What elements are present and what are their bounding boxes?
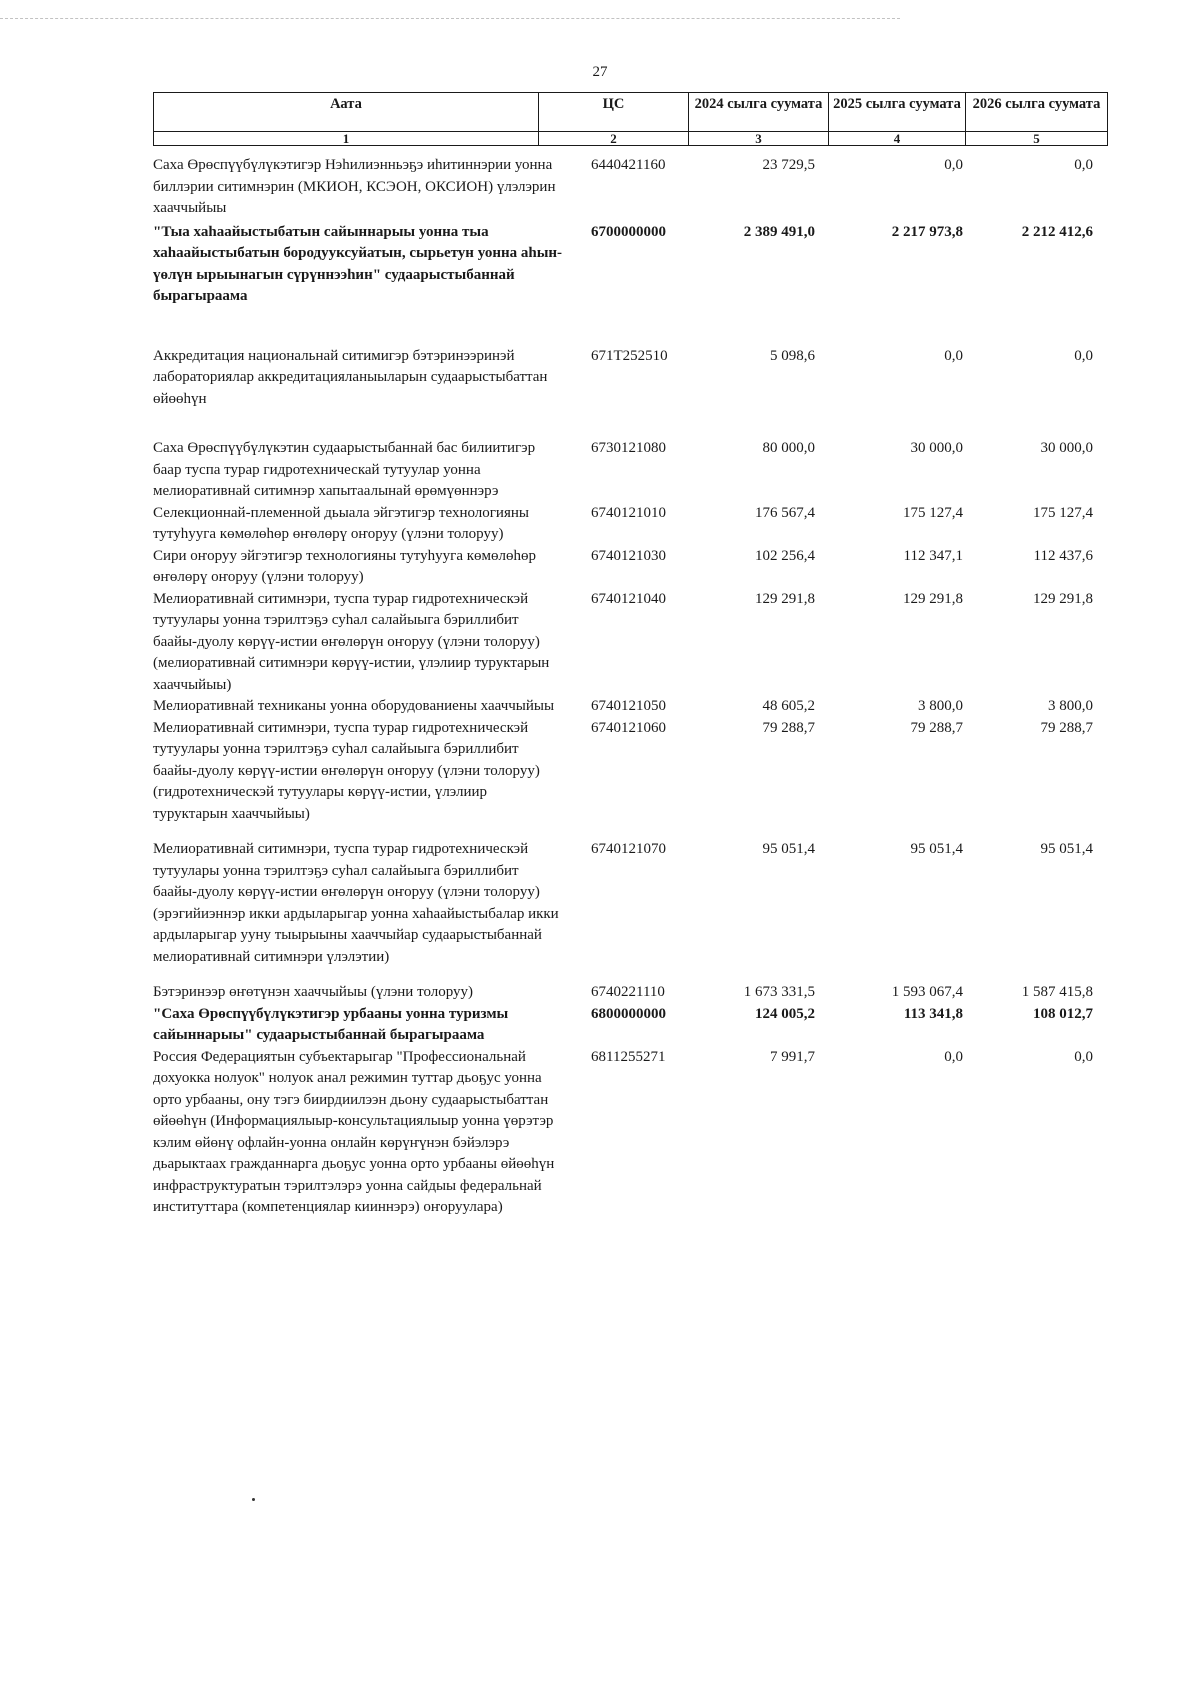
row-name: Мелиоративнай ситимнэри, туспа турар гидротехническэй тутуулары уонна тэрилтэҕэ суһал салайыыга бэриллибит баайы-дуолу көрүү-истии өҥөлөрүн оҥоруу (үлэни толоруу) (мелиоративнай ситимнэри көрүү-истии, үлэлиир туруктарын хааччыйыы) bbox=[153, 590, 550, 693]
table-header bbox=[153, 92, 1108, 146]
table-row bbox=[153, 438, 1113, 503]
row-value-2026: 112 437,6 bbox=[1033, 547, 1093, 564]
row-value-2025: 175 127,4 bbox=[903, 504, 963, 521]
table-row bbox=[153, 222, 1113, 308]
row-value-2026: 175 127,4 bbox=[1033, 504, 1093, 521]
row-code: 671T252510 bbox=[591, 347, 668, 364]
row-value-2024: 7 991,7 bbox=[770, 1048, 815, 1065]
row-value-2025: 0,0 bbox=[944, 347, 963, 364]
table-row bbox=[153, 1047, 1113, 1219]
table-row bbox=[153, 1004, 1113, 1047]
row-value-2024: 1 673 331,5 bbox=[743, 984, 815, 1000]
row-value-2025: 79 288,7 bbox=[910, 719, 963, 736]
scan-speck bbox=[252, 1498, 255, 1501]
row-value-2025: 1 593 067,4 bbox=[891, 984, 963, 1000]
header-2025: 2025 сылга суумата bbox=[829, 93, 966, 132]
row-value-2025: 30 000,0 bbox=[910, 440, 963, 456]
scan-artifact-line bbox=[0, 18, 900, 20]
table-row bbox=[153, 546, 1113, 589]
row-value-2024: 176 567,4 bbox=[755, 504, 815, 521]
row-name: Сири оҥоруу эйгэтигэр технологияны тутуһууга көмөлөһөр өҥөлөрү оҥоруу (үлэни толоруу) bbox=[153, 547, 536, 585]
row-name: Аккредитация национальнай ситимигэр бэтэринээринэй лабораториялар аккредитацияланыыларын судаарыстыбаттан өйөөһүн bbox=[153, 347, 548, 407]
row-name: Мелиоративнай техниканы уонна оборудованиены хааччыйыы bbox=[153, 698, 555, 714]
row-value-2024: 5 098,6 bbox=[770, 347, 815, 364]
header-num-1: 1 bbox=[154, 132, 539, 146]
row-value-2025: 95 051,4 bbox=[910, 841, 963, 857]
header-num-4: 4 bbox=[829, 132, 966, 146]
row-name: Селекционнай-племенной дьыала эйгэтигэр технологияны тутуһууга көмөлөһөр өҥөлөрү оҥоруу (үлэни толоруу) bbox=[153, 504, 529, 542]
table-row bbox=[153, 982, 1113, 1004]
table-row bbox=[153, 589, 1113, 697]
row-value-2026: 79 288,7 bbox=[1040, 719, 1093, 736]
row-value-2025: 112 347,1 bbox=[903, 547, 963, 564]
row-value-2024: 79 288,7 bbox=[762, 719, 815, 736]
row-value-2024: 124 005,2 bbox=[755, 1005, 815, 1022]
row-name: Мелиоративнай ситимнэри, туспа турар гидротехническэй тутуулары уонна тэрилтэҕэ суһал салайыыга бэриллибит баайы-дуолу көрүү-истии өҥөлөрүн оҥоруу (үлэни толоруу)(эрэгийиэннэр икки ардыларыгар уонна хаһаайыстыбалар икки ардыларыгар ууну тыырыыны хааччыйар судаарыстыбаннай мелиоративнай ситимнэри үлэлэтии) bbox=[153, 841, 559, 965]
row-name: Бэтэринээр өҥөтүнэн хааччыйыы (үлэни толоруу) bbox=[153, 984, 474, 1000]
row-value-2024: 23 729,5 bbox=[762, 157, 815, 173]
row-name: "Тыа хаһаайыстыбатын сайыннарыы уонна тыа хаһаайыстыбатын бородууксуйатын, сырьетун уонна аһын-үөлүн ырыынагын сүрүннээһин" судаарыстыбаннай бырагыраама bbox=[153, 223, 563, 304]
row-value-2026: 0,0 bbox=[1074, 347, 1093, 364]
row-code: 6800000000 bbox=[591, 1005, 666, 1022]
header-code: ЦС bbox=[539, 93, 689, 132]
header-num-2: 2 bbox=[539, 132, 689, 146]
header-num-3: 3 bbox=[689, 132, 829, 146]
row-value-2026: 129 291,8 bbox=[1033, 590, 1093, 607]
row-name: Мелиоративнай ситимнэри, туспа турар гидротехническэй тутуулары уонна тэрилтэҕэ суһал салайыыга бэриллибит баайы-дуолу көрүү-истии өҥөлөрүн оҥоруу (үлэни толоруу) (гидротехническэй тутуулары көрүү-истии, үлэлиир туруктарын хааччыйыы) bbox=[153, 719, 540, 822]
row-value-2026: 30 000,0 bbox=[1040, 440, 1093, 456]
row-value-2026: 1 587 415,8 bbox=[1021, 984, 1093, 1000]
table-row bbox=[153, 503, 1113, 546]
row-value-2026: 3 800,0 bbox=[1048, 698, 1093, 714]
row-value-2024: 129 291,8 bbox=[755, 590, 815, 607]
row-code: 6440421160 bbox=[591, 157, 666, 173]
row-value-2025: 0,0 bbox=[944, 157, 963, 173]
row-value-2025: 113 341,8 bbox=[903, 1005, 963, 1022]
row-code: 6740121040 bbox=[591, 590, 666, 607]
row-value-2026: 95 051,4 bbox=[1040, 841, 1093, 857]
table-row bbox=[153, 696, 1113, 718]
row-value-2025: 3 800,0 bbox=[918, 698, 963, 714]
row-code: 6740121060 bbox=[591, 719, 666, 736]
row-value-2025: 2 217 973,8 bbox=[891, 223, 963, 240]
header-name: Аата bbox=[154, 93, 539, 132]
row-value-2024: 2 389 491,0 bbox=[743, 223, 815, 240]
table-row bbox=[153, 839, 1113, 968]
row-code: 6740121070 bbox=[591, 841, 666, 857]
table-row bbox=[153, 155, 1113, 220]
page-number: 27 bbox=[592, 64, 608, 80]
row-name: Саха Өрөспүүбүлүкэтин судаарыстыбаннай бас билиитигэр баар туспа турар гидротехническай тутуулар уонна мелиоративнай ситимнэр хапытаалынай өрөмүөннэрэ bbox=[153, 440, 536, 499]
row-code: 6740221110 bbox=[591, 984, 665, 1000]
row-value-2024: 102 256,4 bbox=[755, 547, 815, 564]
table-row bbox=[153, 718, 1113, 826]
table-body bbox=[153, 155, 1113, 1219]
row-value-2026: 0,0 bbox=[1074, 1048, 1093, 1065]
row-code: 6740121030 bbox=[591, 547, 666, 564]
row-name: Россия Федерациятын субъектарыгар "Профессиональнай дохуокка нолуок" нолуок анал режимин туттар дьоҕус уонна орто урбааны, ону тэгэ биирдиилээн дьону судаарыстыбаттан өйөөһүн (Информациялыыр-консультациялыыр уонна үөрэтэр кэлим өйөнү офлайн-уонна онлайн көрүҥүнэн бэйэлэрэ дьарыктаах гражданнарга дьоҕус уонна орто урбааны өйөөһүн инфраструктуратын тэрилтэлэрэ уонна сайдыы федеральнай институттара (компетенциялар кииннэрэ) оҥоруулара) bbox=[153, 1048, 555, 1215]
row-value-2024: 48 605,2 bbox=[762, 698, 815, 714]
row-code: 6740121010 bbox=[591, 504, 666, 521]
row-code: 6730121080 bbox=[591, 440, 666, 456]
row-value-2026: 0,0 bbox=[1074, 157, 1093, 173]
row-name: Саха Өрөспүүбүлүкэтигэр Нэһилиэнньэҕэ иһитиннэрии уонна биллэрии ситимнэрин (МКИОН, КСЭОН, ОКСИОН) үлэлэрин хааччыйыы bbox=[153, 157, 556, 216]
row-value-2024: 80 000,0 bbox=[762, 440, 815, 456]
row-code: 6700000000 bbox=[591, 223, 666, 240]
row-value-2026: 108 012,7 bbox=[1033, 1005, 1093, 1022]
row-value-2025: 0,0 bbox=[944, 1048, 963, 1065]
header-2024: 2024 сылга суумата bbox=[689, 93, 829, 132]
row-value-2024: 95 051,4 bbox=[762, 841, 815, 857]
row-name: "Саха Өрөспүүбүлүкэтигэр урбааны уонна туризмы сайыннарыы" судаарыстыбаннай бырагыраама bbox=[153, 1005, 509, 1043]
row-code: 6811255271 bbox=[591, 1048, 666, 1065]
row-value-2026: 2 212 412,6 bbox=[1021, 223, 1093, 240]
row-value-2025: 129 291,8 bbox=[903, 590, 963, 607]
header-num-5: 5 bbox=[966, 132, 1108, 146]
header-2026: 2026 сылга суумата bbox=[966, 93, 1108, 132]
row-code: 6740121050 bbox=[591, 698, 666, 714]
table-row bbox=[153, 346, 1113, 411]
